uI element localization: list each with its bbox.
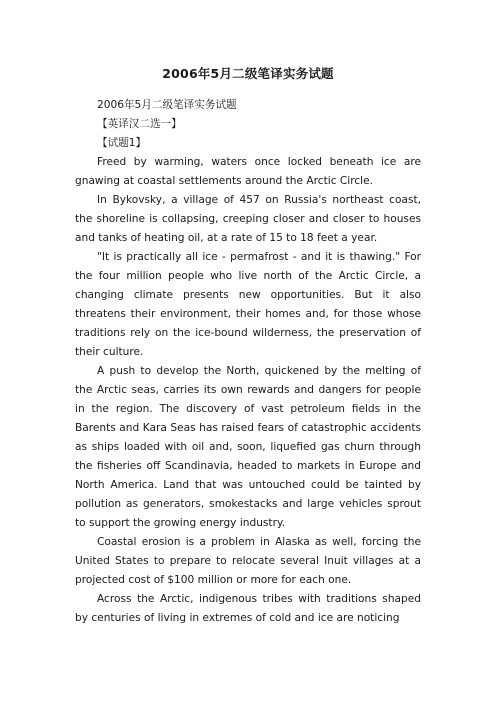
paragraph: Coastal erosion is a problem in Alaska as well, forcing the United States to prepare to relocate several Inuit villages at a projected cost of $100 million or more for each one. [75, 536, 421, 586]
question-label: 【试题1】 [97, 137, 147, 149]
paragraph: In Bykovsky, a village of 457 on Russia's northeast coast, the shoreline is collapsing, creeping closer and closer to houses and tanks of heating oil, at a rate of 15 to 18 feet a year. [75, 194, 421, 244]
document-subtitle: 2006年5月二级笔译实务试题 [97, 99, 237, 111]
paragraph: Across the Arctic, indigenous tribes with traditions shaped by centuries of living in extremes of cold and ice are noticing [75, 593, 421, 624]
section-heading: 【英译汉二选一】 [97, 118, 182, 130]
paragraph: "It is practically all ice - permafrost - and it is thawing." For the four million people who live north of the Arctic Circle, a changing climate presents new opportunities. But it also threatens their environment, their homes and, for those whose traditions rely on the ice-bound wilderness, the preservation of their culture. [75, 251, 421, 358]
document-body [75, 96, 421, 628]
paragraph: Freed by warming, waters once locked beneath ice are gnawing at coastal settlements around the Arctic Circle. [75, 156, 421, 187]
document-title: 2006年5月二级笔译实务试题 [162, 66, 334, 81]
paragraph: A push to develop the North, quickened by the melting of the Arctic seas, carries its own rewards and dangers for people in the region. The discovery of vast petroleum fields in the Barents and Kara Seas has raised fears of catastrophic accidents as ships loaded with oil and, soon, liquefied gas churn through the fisheries off Scandinavia, headed to markets in Europe and North America. Land that was untouched could be tainted by pollution as generators, smokestacks and large vehicles sprout to support the growing energy industry. [75, 365, 421, 529]
